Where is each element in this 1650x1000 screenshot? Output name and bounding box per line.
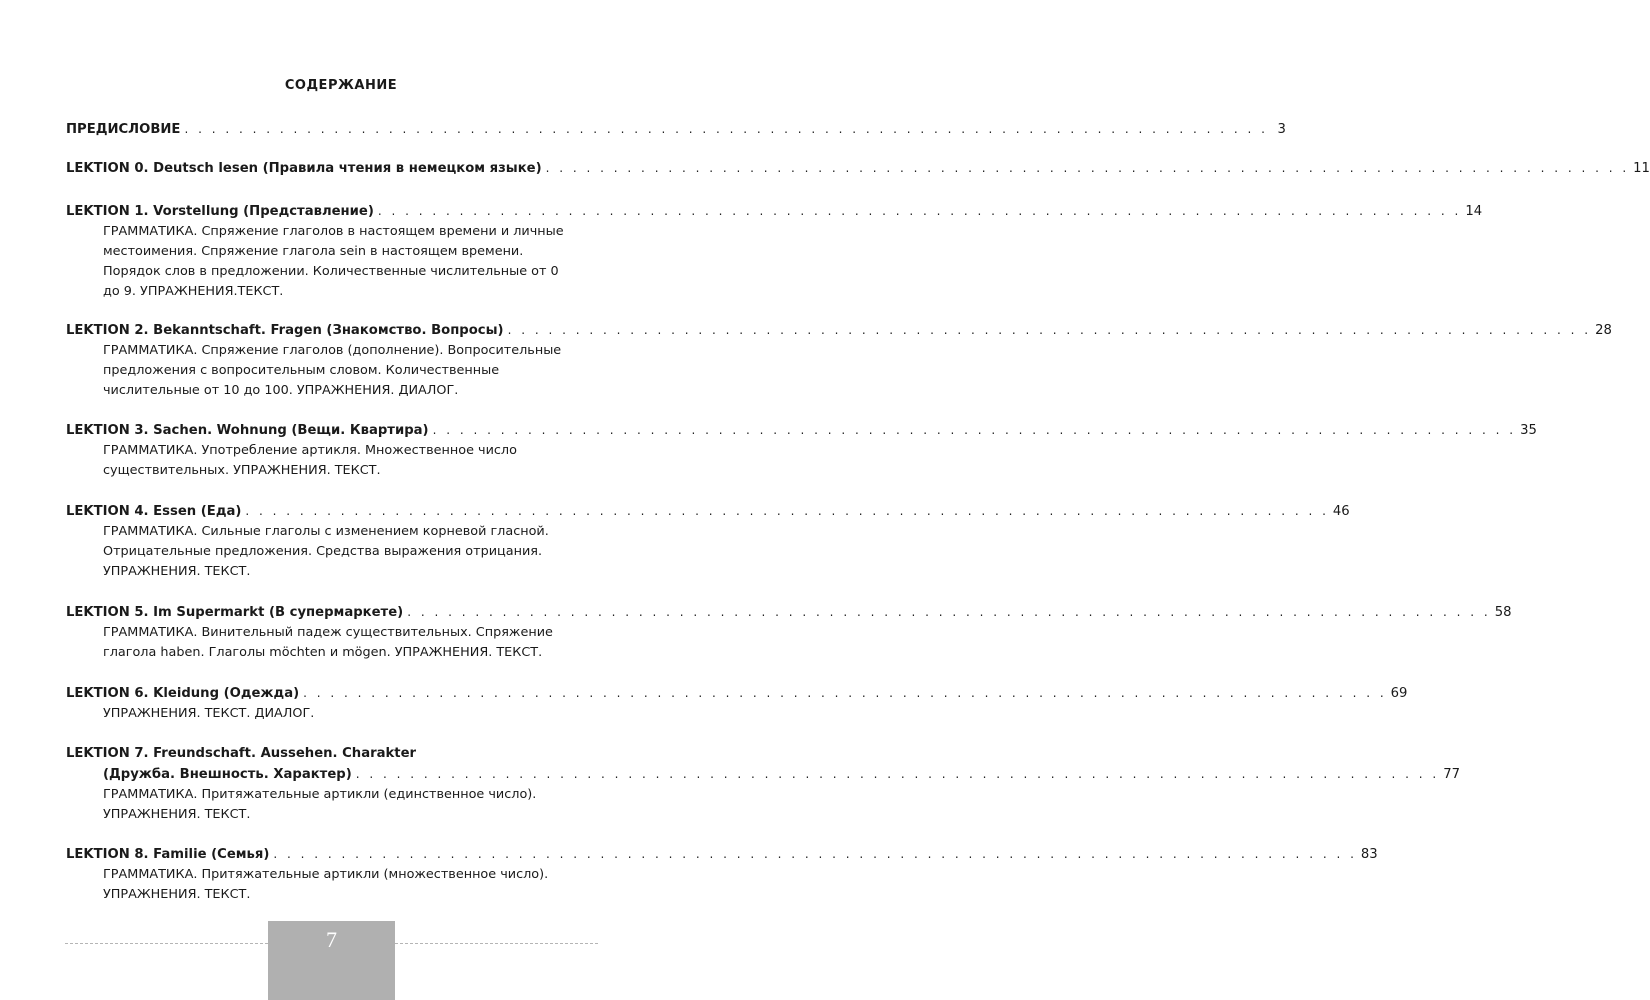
toc-entry-heading[interactable]: [66, 320, 1612, 341]
dot-leader: . . . . . . . . . . . . . . . . . . . . . . . . . . . . . . . . . . . . . . . . . . . . . . . . . . . . . . . . . . . . . . . . . . . . . . . . . . . . . . . .: [407, 605, 1491, 619]
toc-entry-page: 11: [1633, 161, 1650, 176]
toc-entry-page: 28: [1595, 323, 1612, 338]
toc-entry-heading[interactable]: [66, 201, 1483, 222]
page-title: СОДЕРЖАНИЕ: [284, 78, 398, 93]
toc-entry-title[interactable]: ПРЕДИСЛОВИЕ: [66, 122, 181, 137]
toc-entry-description: ГРАММАТИКА. Сильные глаголы с изменением корневой гласной. Отрицательные предложения. Средства выражения отрицания. УПРАЖНЕНИЯ. ТЕКСТ.: [103, 524, 549, 579]
toc-entry-title[interactable]: LEKTION 0. Deutsch lesen (Правила чтения в немецком языке): [66, 161, 542, 176]
toc-entry-title[interactable]: LEKTION 4. Essen (Еда): [66, 504, 242, 519]
toc-entry-heading[interactable]: [66, 119, 1286, 140]
toc-entry-lektion-6: [66, 683, 1408, 724]
toc-entry-preface: [66, 119, 1286, 140]
toc-entry-page: 58: [1494, 605, 1512, 620]
dot-leader: . . . . . . . . . . . . . . . . . . . . . . . . . . . . . . . . . . . . . . . . . . . . . . . . . . . . . . . . . . . . . . . . . . . . . . . . . . . . . . . .: [355, 767, 1440, 781]
toc-entry-heading-continued[interactable]: [66, 764, 1461, 785]
toc-entry-description: ГРАММАТИКА. Употребление артикля. Множественное число существительных. УПРАЖНЕНИЯ. ТЕКСТ.: [103, 443, 517, 478]
dot-leader: . . . . . . . . . . . . . . . . . . . . . . . . . . . . . . . . . . . . . . . . . . . . . . . . . . . . . . . . . . . . . . . . . . . . . . . . . . . . . . . .: [432, 423, 1517, 437]
toc-entry-description: УПРАЖНЕНИЯ. ТЕКСТ. ДИАЛОГ.: [103, 706, 315, 721]
dot-leader: . . . . . . . . . . . . . . . . . . . . . . . . . . . . . . . . . . . . . . . . . . . . . . . . . . . . . . . . . . . . . . . . . . . . . . . . . . . . . . . .: [273, 847, 1357, 861]
toc-entry-heading[interactable]: [66, 743, 596, 764]
footer-divider-left: [65, 943, 268, 944]
toc-entry-heading[interactable]: [66, 420, 1537, 441]
toc-entry-lektion-7: [66, 743, 1461, 825]
toc-entry-description: ГРАММАТИКА. Притяжательные артикли (единственное число). УПРАЖНЕНИЯ. ТЕКСТ.: [103, 787, 537, 822]
toc-entry-title[interactable]: LEKTION 7. Freundschaft. Aussehen. Charakter: [66, 746, 417, 761]
toc-entry-heading[interactable]: [66, 602, 1512, 623]
page-number-box: [268, 921, 395, 1000]
toc-entry-heading[interactable]: [66, 844, 1378, 865]
toc-entry-title-continued[interactable]: (Дружба. Внешность. Характер): [103, 767, 352, 782]
toc-entry-title[interactable]: LEKTION 1. Vorstellung (Представление): [66, 204, 374, 219]
toc-entry-description: ГРАММАТИКА. Спряжение глаголов (дополнение). Вопросительные предложения с вопросительным словом. Количественные числительные от 10 до 100. УПРАЖНЕНИЯ. ДИАЛОГ.: [103, 343, 562, 398]
dot-leader: . . . . . . . . . . . . . . . . . . . . . . . . . . . . . . . . . . . . . . . . . . . . . . . . . . . . . . . . . . . . . . . . . . . . . . . . . . . . . . . .: [545, 161, 1630, 175]
toc-entry-heading[interactable]: [66, 501, 1350, 522]
footer-divider-right: [395, 943, 598, 944]
dot-leader: . . . . . . . . . . . . . . . . . . . . . . . . . . . . . . . . . . . . . . . . . . . . . . . . . . . . . . . . . . . . . . . . . . . . . . . . . . . . . . . .: [507, 323, 1592, 337]
dot-leader: . . . . . . . . . . . . . . . . . . . . . . . . . . . . . . . . . . . . . . . . . . . . . . . . . . . . . . . . . . . . . . . . . . . . . . . . . . . . . . . .: [184, 122, 1268, 136]
toc-entry-lektion-0: [66, 158, 1650, 179]
toc-entry-lektion-5: [66, 602, 1512, 663]
toc-entry-heading[interactable]: [66, 683, 1408, 704]
toc-entry-title[interactable]: LEKTION 2. Bekanntschaft. Fragen (Знакомство. Вопросы): [66, 323, 504, 338]
toc-entry-page: 69: [1390, 686, 1408, 701]
dot-leader: . . . . . . . . . . . . . . . . . . . . . . . . . . . . . . . . . . . . . . . . . . . . . . . . . . . . . . . . . . . . . . . . . . . . . . . . . . . . . . . .: [377, 204, 1462, 218]
toc-entry-lektion-8: [66, 844, 1378, 905]
toc-entry-page: 77: [1443, 767, 1461, 782]
toc-entry-page: 3: [1277, 122, 1286, 137]
page-number: 7: [326, 927, 337, 952]
toc-entry-description: ГРАММАТИКА. Спряжение глаголов в настоящем времени и личные местоимения. Спряжение глагола sein в настоящем времени. Порядок слов в предложении. Количественные числительные от 0 до 9. УПРАЖНЕНИЯ.ТЕКСТ.: [103, 224, 564, 299]
toc-entry-page: 46: [1332, 504, 1350, 519]
toc-entry-lektion-4: [66, 501, 1350, 582]
toc-entry-lektion-3: [66, 420, 1537, 481]
toc-entry-page: 14: [1465, 204, 1483, 219]
toc-entry-description: ГРАММАТИКА. Притяжательные артикли (множественное число). УПРАЖНЕНИЯ. ТЕКСТ.: [103, 867, 549, 902]
toc-entry-heading[interactable]: [66, 158, 1650, 179]
toc-entry-page: 83: [1360, 847, 1378, 862]
toc-entry-page: 35: [1520, 423, 1537, 438]
toc-entry-lektion-2: [66, 320, 1612, 401]
dot-leader: . . . . . . . . . . . . . . . . . . . . . . . . . . . . . . . . . . . . . . . . . . . . . . . . . . . . . . . . . . . . . . . . . . . . . . . . . . . . . . . .: [245, 504, 1329, 518]
toc-entry-title[interactable]: LEKTION 5. Im Supermarkt (В супермаркете): [66, 605, 404, 620]
dot-leader: . . . . . . . . . . . . . . . . . . . . . . . . . . . . . . . . . . . . . . . . . . . . . . . . . . . . . . . . . . . . . . . . . . . . . . . . . . . . . . . .: [303, 686, 1387, 700]
toc-entry-title[interactable]: LEKTION 3. Sachen. Wohnung (Вещи. Квартира): [66, 423, 429, 438]
toc-entry-title[interactable]: LEKTION 6. Kleidung (Одежда): [66, 686, 300, 701]
toc-entry-lektion-1: [66, 201, 1483, 302]
toc-entry-description: ГРАММАТИКА. Винительный падеж существительных. Спряжение глагола haben. Глаголы möchten и mögen. УПРАЖНЕНИЯ. ТЕКСТ.: [103, 625, 553, 660]
toc-entry-title[interactable]: LEKTION 8. Familie (Семья): [66, 847, 270, 862]
